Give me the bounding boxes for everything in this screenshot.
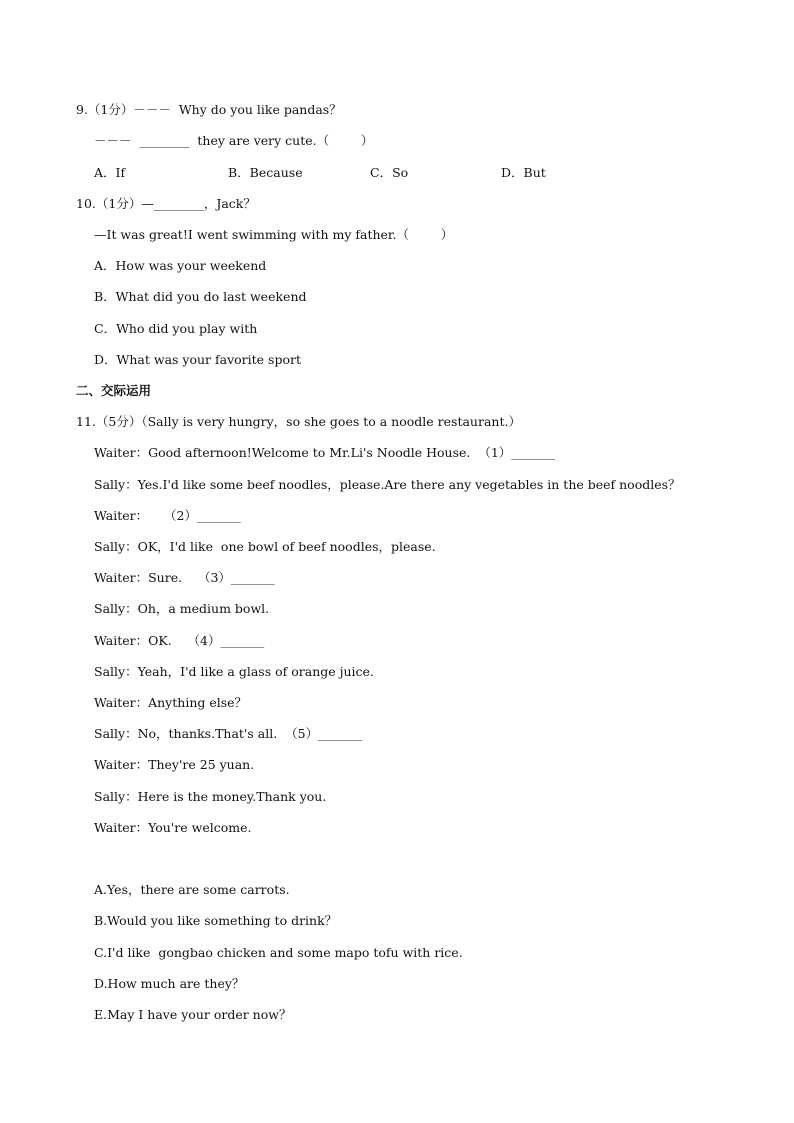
answer-choice-b: B.Would you like something to drink？ <box>94 913 338 928</box>
answer-choice-a: A.Yes，there are some carrots. <box>94 882 290 897</box>
dialogue-line: Waiter： （2）_______ <box>94 508 241 523</box>
q9-line2: －－－ ________ they are very cute.（ ） <box>94 133 374 148</box>
dialogue-line: Sally：No，thanks.That's all. （5）_______ <box>94 726 362 741</box>
answer-choice-c: C.I'd like gongbao chicken and some mapo tofu with rice. <box>94 945 463 960</box>
answer-choice-d: D.How much are they？ <box>94 976 245 991</box>
q10-option-d: D．What was your favorite sport <box>94 352 301 367</box>
q9-option-d: D．But <box>501 165 546 180</box>
dialogue-line: Waiter：You're welcome. <box>94 820 252 835</box>
q10-stem: 10.（1分）—________，Jack？ <box>76 196 256 211</box>
answer-choice-e: E.May I have your order now？ <box>94 1007 292 1022</box>
dialogue-line: Sally：OK，I'd like one bowl of beef noodles，please. <box>94 539 436 554</box>
dialogue-line: Sally：Oh，a medium bowl. <box>94 601 270 616</box>
dialogue-line: Waiter：OK. （4）_______ <box>94 633 265 648</box>
q10-option-b: B．What did you do last weekend <box>94 289 307 304</box>
dialogue-line: Waiter：Good afternoon!Welcome to Mr.Li's Noodle House. （1）_______ <box>94 445 556 460</box>
dialogue-line: Sally：Yes.I'd like some beef noodles，please.Are there any vegetables in the beef noodles？ <box>94 477 681 492</box>
q9-stem: 9.（1分）－－－ Why do you like pandas？ <box>76 102 342 117</box>
q10-option-a: A．How was your weekend <box>94 258 267 273</box>
dialogue-line: Waiter：Anything else？ <box>94 695 248 710</box>
section-heading: 二、交际运用 <box>76 383 152 398</box>
q9-option-b: B．Because <box>228 165 303 180</box>
q10-option-c: C．Who did you play with <box>94 321 258 336</box>
dialogue-line: Sally：Here is the money.Thank you. <box>94 789 327 804</box>
dialogue-line: Waiter：Sure. （3）_______ <box>94 570 275 585</box>
q9-option-a: A．If <box>94 165 126 180</box>
q11-stem: 11.（5分）（Sally is very hungry，so she goes to a noodle restaurant.） <box>76 414 521 429</box>
dialogue-line: Waiter：They're 25 yuan. <box>94 757 255 772</box>
dialogue-line: Sally：Yeah，I'd like a glass of orange juice. <box>94 664 374 679</box>
q9-option-c: C．So <box>370 165 409 180</box>
q10-line2: —It was great!I went swimming with my father.（ ） <box>94 227 454 242</box>
